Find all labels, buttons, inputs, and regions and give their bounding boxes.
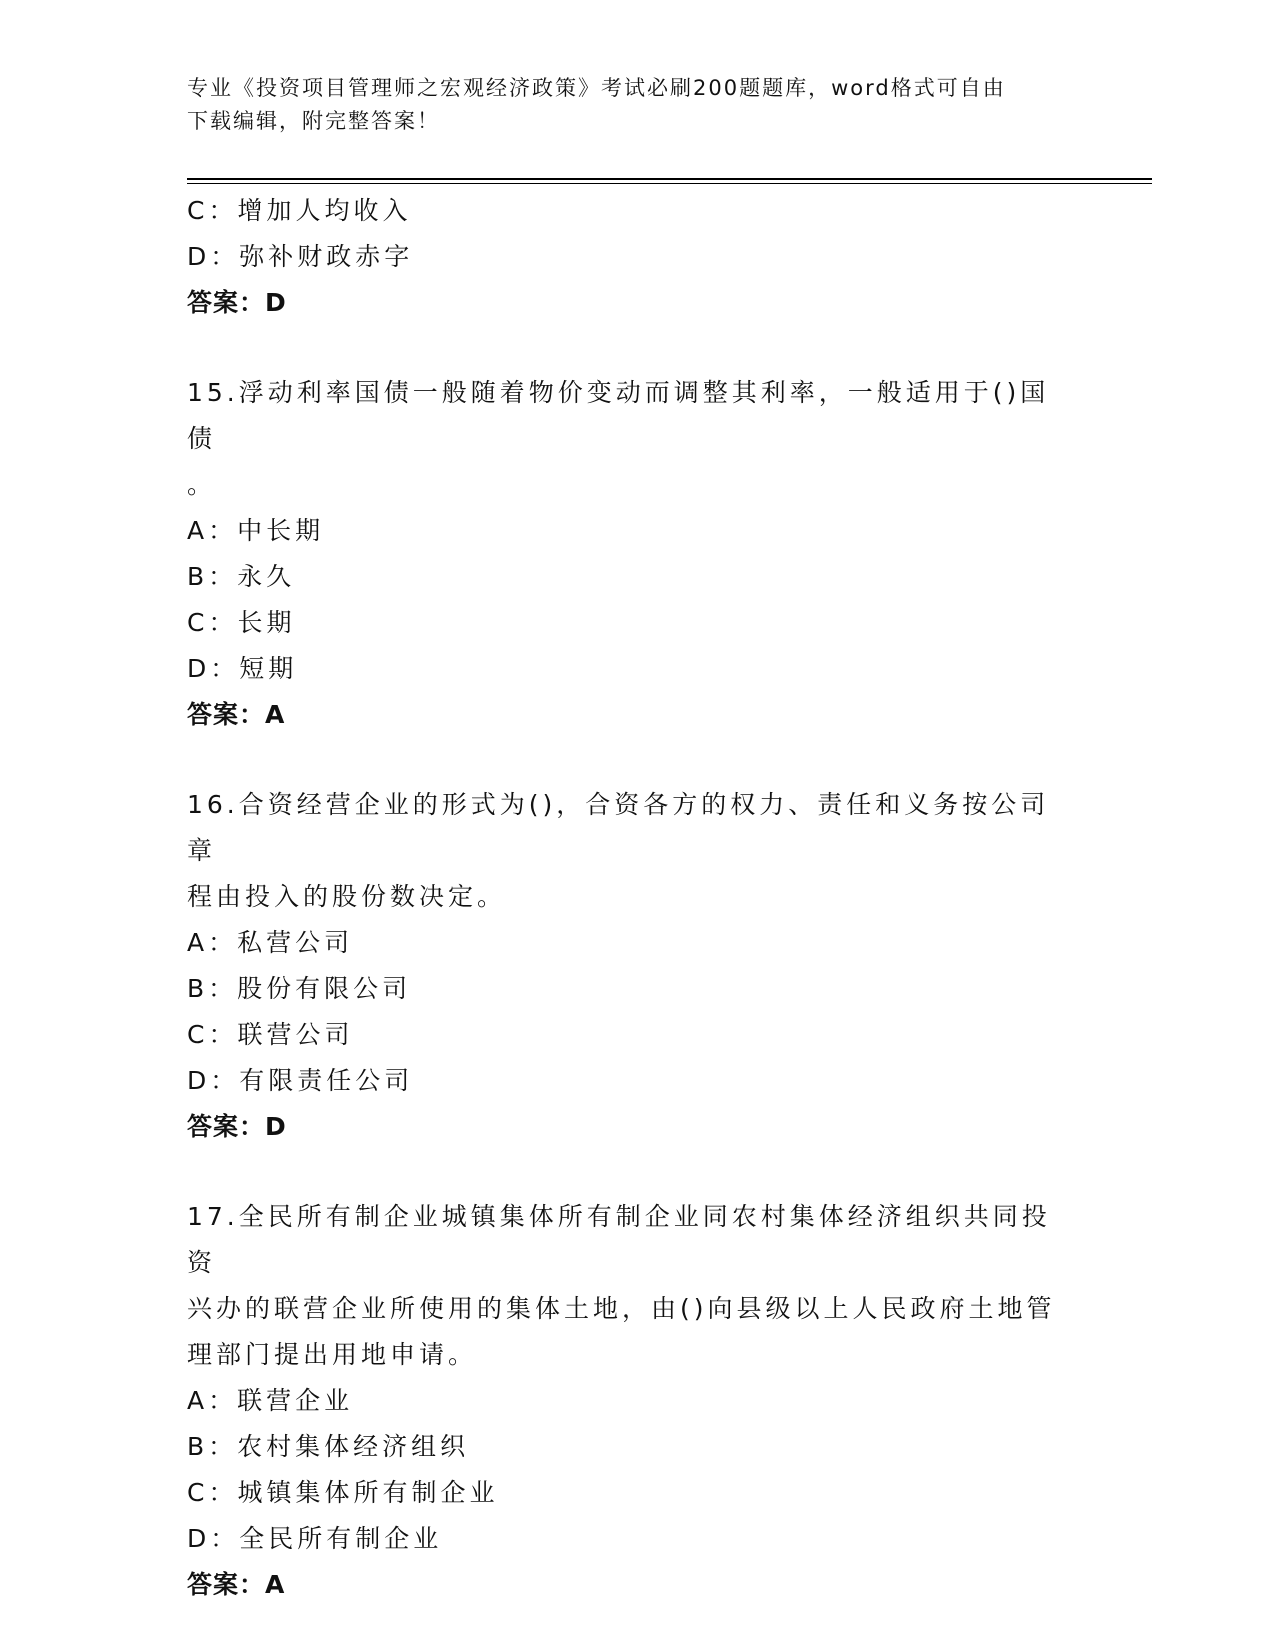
option-b: B：农村集体经济组织 bbox=[187, 1432, 470, 1461]
answer-line: 答案：A bbox=[187, 1570, 286, 1599]
answer-line: 答案：D bbox=[187, 1112, 287, 1141]
question-text-line: 17.全民所有制企业城镇集体所有制企业同农村集体经济组织共同投资 bbox=[187, 1202, 1051, 1277]
question-text-line: 兴办的联营企业所使用的集体土地，由()向县级以上人民政府土地管 bbox=[187, 1294, 1056, 1323]
answer-line: 答案：D bbox=[187, 288, 287, 317]
option-b: B：股份有限公司 bbox=[187, 974, 412, 1003]
question-text-line: 15.浮动利率国债一般随着物价变动而调整其利率，一般适用于()国债 bbox=[187, 378, 1050, 453]
option-a: A：中长期 bbox=[187, 516, 325, 545]
question-text-line: 16.合资经营企业的形式为()，合资各方的权力、责任和义务按公司章 bbox=[187, 790, 1050, 865]
question-16 bbox=[187, 782, 1087, 1150]
option-d: D：有限责任公司 bbox=[187, 1066, 414, 1095]
question-text-line: 理部门提出用地申请。 bbox=[187, 1340, 478, 1369]
header-line-1: 专业《投资项目管理师之宏观经济政策》考试必刷200题题库，word格式可自由 bbox=[187, 76, 1006, 100]
option-a: A：联营企业 bbox=[187, 1386, 354, 1415]
option-c: C：城镇集体所有制企业 bbox=[187, 1478, 499, 1507]
option-c: C：长期 bbox=[187, 608, 296, 637]
option-d: D：短期 bbox=[187, 654, 298, 683]
option-b: B：永久 bbox=[187, 562, 296, 591]
option-c: C：增加人均收入 bbox=[187, 196, 412, 225]
previous-question-tail bbox=[187, 188, 1087, 326]
question-17 bbox=[187, 1194, 1087, 1608]
option-d: D：弥补财政赤字 bbox=[187, 242, 414, 271]
question-text-line: 程由投入的股份数决定。 bbox=[187, 882, 507, 911]
question-text-line: 。 bbox=[187, 470, 217, 499]
option-c: C：联营公司 bbox=[187, 1020, 354, 1049]
header-divider-thick bbox=[187, 178, 1152, 180]
answer-line: 答案：A bbox=[187, 700, 286, 729]
header-divider-thin bbox=[187, 183, 1152, 184]
option-a: A：私营公司 bbox=[187, 928, 354, 957]
option-d: D：全民所有制企业 bbox=[187, 1524, 443, 1553]
question-15 bbox=[187, 370, 1087, 738]
header-line-2: 下载编辑，附完整答案！ bbox=[187, 109, 440, 133]
document-body bbox=[187, 188, 1087, 1608]
document-header bbox=[187, 72, 1077, 138]
